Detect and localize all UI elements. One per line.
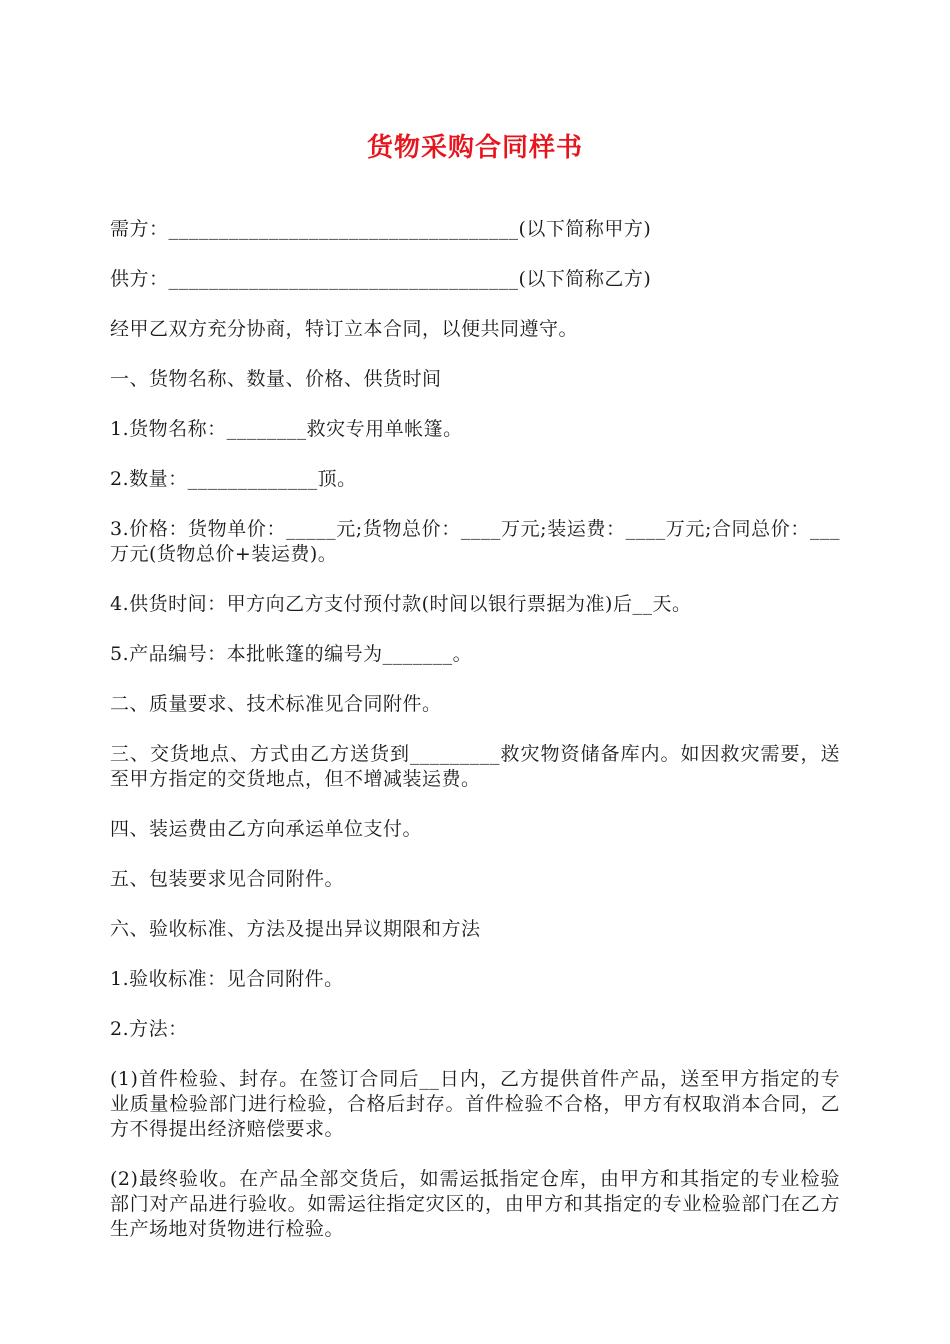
party-b-line: 供方：___________________________________(以下简称乙方) [110,268,652,290]
clause-1-4: 4.供货时间：甲方向乙方支付预付款(时间以银行票据为准)后__天。 [110,593,692,615]
party-a-line: 需方：___________________________________(以下简称甲方) [110,218,652,240]
section-1-heading: 一、货物名称、数量、价格、供货时间 [110,368,442,390]
document-title: 货物采购合同样书 [366,133,583,163]
section-2-paragraph: 二、质量要求、技术标准见合同附件。 [110,693,442,715]
clause-1-2: 2.数量：_____________顶。 [110,468,357,490]
section-5-paragraph: 五、包装要求见合同附件。 [110,868,345,890]
clause-6-1: 1.验收标准：见合同附件。 [110,968,344,990]
preamble-paragraph: 经甲乙双方充分协商，特订立本合同，以便共同遵守。 [110,318,579,340]
clause-1-1: 1.货物名称：________救灾专用单帐篷。 [110,418,463,440]
section-3-paragraph: 三、交货地点、方式由乙方送货到_________救灾物资储备库内。如因救灾需要，送至甲方指定的交货地点，但不增减装运费。 [110,743,840,790]
document-body [110,217,840,1267]
clause-6-2-2: (2)最终验收。在产品全部交货后，如需运抵指定仓库，由甲方和其指定的专业检验部门对产品进行验收。如需运往指定灾区的，由甲方和其指定的专业检验部门在乙方生产场地对货物进行检验。 [110,1168,840,1240]
clause-1-3: 3.价格：货物单价：_____元;货物总价：____万元;装运费：____万元;合同总价：___万元(货物总价+装运费)。 [110,518,840,565]
clause-6-2: 2.方法： [110,1018,188,1040]
clause-6-2-1: (1)首件检验、封存。在签订合同后__日内，乙方提供首件产品，送至甲方指定的专业质量检验部门进行检验，合格后封存。首件检验不合格，甲方有权取消本合同，乙方不得提出经济赔偿要求。 [110,1068,840,1140]
section-6-heading: 六、验收标准、方法及提出异议期限和方法 [110,918,481,940]
clause-1-5: 5.产品编号：本批帐篷的编号为_______。 [110,643,473,665]
section-4-paragraph: 四、装运费由乙方向承运单位支付。 [110,818,423,840]
